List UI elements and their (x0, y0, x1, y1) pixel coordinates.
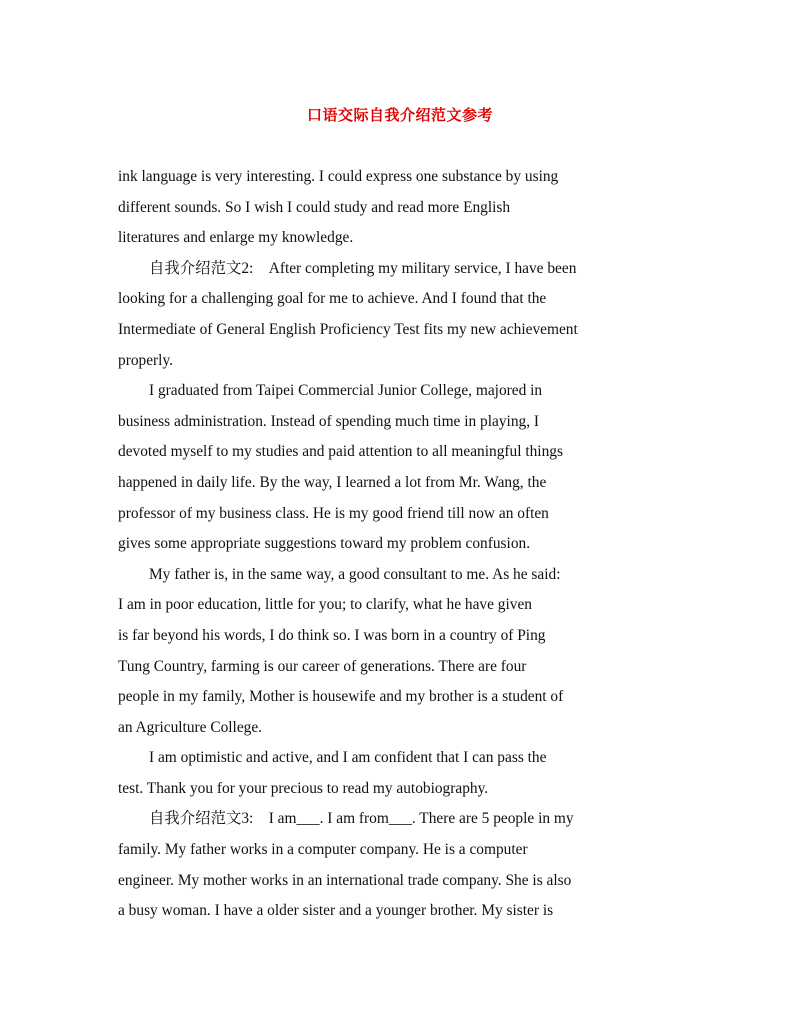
text-line: properly. (118, 351, 173, 369)
text-line: different sounds. So I wish I could study and read more English (118, 198, 511, 216)
text-line: a busy woman. I have a older sister and a younger brother. My sister is (118, 902, 554, 920)
text-line: 自我介绍范文3: I am___. I am from___. There are 5 people in my (149, 810, 574, 828)
text-line: I graduated from Taipei Commercial Junior College, majored in (149, 382, 543, 400)
text-line: happened in daily life. By the way, I learned a lot from Mr. Wang, the (118, 473, 547, 491)
text-line: is far beyond his words, I do think so. I was born in a country of Ping (118, 626, 546, 644)
text-line: professor of my business class. He is my good friend till now an often (118, 504, 549, 522)
text-line: an Agriculture College. (118, 718, 263, 736)
text-line: looking for a challenging goal for me to achieve. And I found that the (118, 290, 547, 308)
text-line: 自我介绍范文2: After completing my military service, I have been (149, 259, 577, 277)
text-line: family. My father works in a computer company. He is a computer (118, 841, 528, 859)
text-line: test. Thank you for your precious to read my autobiography. (118, 779, 489, 797)
document-body (118, 162, 688, 927)
text-line: business administration. Instead of spending much time in playing, I (118, 412, 540, 430)
text-line: devoted myself to my studies and paid attention to all meaningful things (118, 443, 563, 461)
text-line: gives some appropriate suggestions toward my problem confusion. (118, 535, 531, 553)
text-line: Tung Country, farming is our career of generations. There are four (118, 657, 527, 675)
text-line: My father is, in the same way, a good consultant to me. As he said: (149, 565, 561, 583)
text-line: literatures and enlarge my knowledge. (118, 229, 354, 247)
text-line: engineer. My mother works in an international trade company. She is also (118, 871, 572, 889)
text-line: ink language is very interesting. I could express one substance by using (118, 168, 559, 185)
document-title: 口语交际自我介绍范文参考 (306, 106, 493, 124)
text-line: I am in poor education, little for you; to clarify, what he have given (118, 596, 532, 614)
text-line: people in my family, Mother is housewife and my brother is a student of (118, 688, 564, 706)
text-line: Intermediate of General English Proficiency Test fits my new achievement (118, 320, 578, 338)
text-line: I am optimistic and active, and I am confident that I can pass the (149, 749, 547, 767)
